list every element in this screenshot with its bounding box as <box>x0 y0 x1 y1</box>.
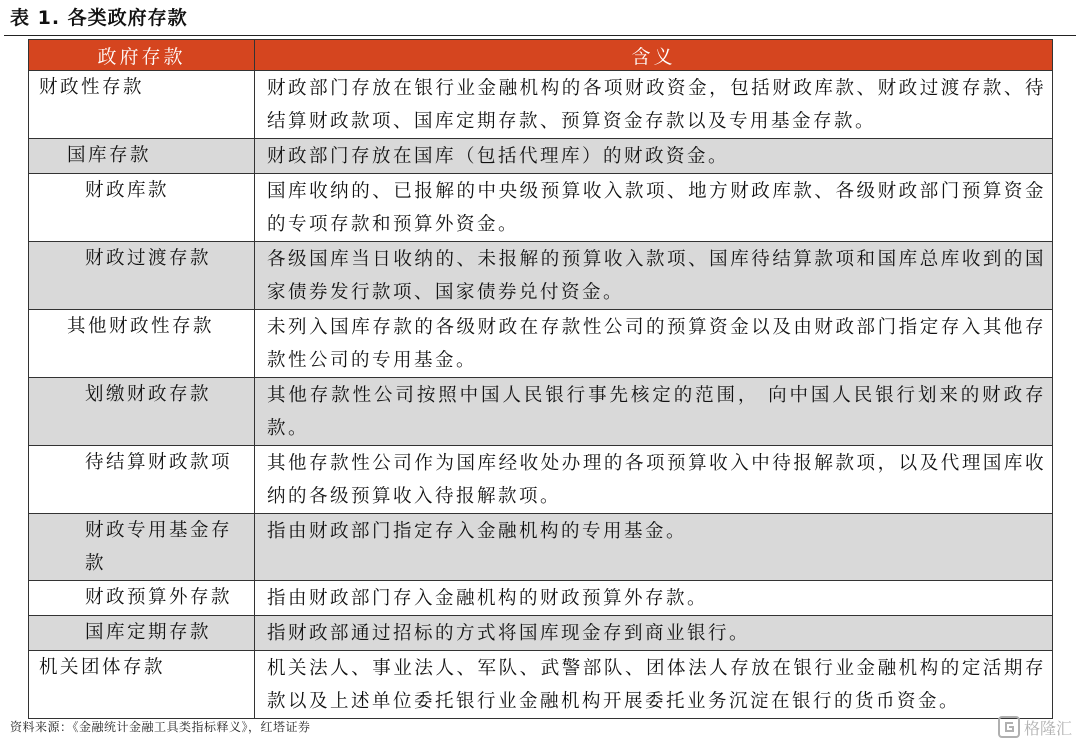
row-desc: 财政部门存放在国库（包括代理库）的财政资金。 <box>255 139 1053 174</box>
table-row <box>29 174 1053 242</box>
table-row <box>29 514 1053 581</box>
row-name: 划缴财政存款 <box>29 378 255 446</box>
table-row <box>29 71 1053 139</box>
watermark <box>998 714 1072 740</box>
row-name: 财政性存款 <box>29 71 255 139</box>
row-desc: 国库收纳的、已报解的中央级预算收入款项、地方财政库款、各级财政部门预算资金的专项存款和预算外资金。 <box>255 174 1053 242</box>
row-desc: 未列入国库存款的各级财政在存款性公司的预算资金以及由财政部门指定存入其他存款性公司的专用基金。 <box>255 310 1053 378</box>
header-deposit-type: 政府存款 <box>29 40 255 71</box>
table-row <box>29 651 1053 719</box>
header-meaning: 含义 <box>255 40 1053 71</box>
row-desc: 各级国库当日收纳的、未报解的预算收入款项、国库待结算款项和国库总库收到的国家债券发行款项、国家债券兑付资金。 <box>255 242 1053 310</box>
table-row <box>29 310 1053 378</box>
watermark-text: 格隆汇 <box>1023 718 1072 738</box>
title-rule <box>4 35 1076 36</box>
logo-g-icon <box>998 716 1020 738</box>
row-name: 财政预算外存款 <box>29 581 255 616</box>
row-desc: 指财政部通过招标的方式将国库现金存到商业银行。 <box>255 616 1053 651</box>
table-row <box>29 378 1053 446</box>
row-desc: 其他存款性公司作为国库经收处办理的各项预算收入中待报解款项，以及代理国库收纳的各级预算收入待报解款项。 <box>255 446 1053 514</box>
row-desc: 其他存款性公司按照中国人民银行事先核定的范围， 向中国人民银行划来的财政存款。 <box>255 378 1053 446</box>
table-title: 表 1. 各类政府存款 <box>10 7 188 29</box>
row-name: 财政过渡存款 <box>29 242 255 310</box>
table-row <box>29 139 1053 174</box>
table-row <box>29 581 1053 616</box>
row-name: 其他财政性存款 <box>29 310 255 378</box>
row-desc: 财政部门存放在银行业金融机构的各项财政资金，包括财政库款、财政过渡存款、待结算财政款项、国库定期存款、预算资金存款以及专用基金存款。 <box>255 71 1053 139</box>
table-row <box>29 242 1053 310</box>
row-desc: 机关法人、事业法人、军队、武警部队、团体法人存放在银行业金融机构的定活期存款以及上述单位委托银行业金融机构开展委托业务沉淀在银行的货币资金。 <box>255 651 1053 719</box>
row-name: 财政专用基金存款 <box>29 514 255 581</box>
row-name: 国库存款 <box>29 139 255 174</box>
row-desc: 指由财政部门指定存入金融机构的专用基金。 <box>255 514 1053 581</box>
row-name: 待结算财政款项 <box>29 446 255 514</box>
source-note: 资料来源：《金融统计金融工具类指标释义》，红塔证券 <box>10 720 311 734</box>
row-name: 财政库款 <box>29 174 255 242</box>
row-name: 机关团体存款 <box>29 651 255 719</box>
table-header-row <box>29 40 1053 71</box>
row-desc: 指由财政部门存入金融机构的财政预算外存款。 <box>255 581 1053 616</box>
government-deposits-table <box>28 39 1053 719</box>
table-row <box>29 446 1053 514</box>
row-name: 国库定期存款 <box>29 616 255 651</box>
table-row <box>29 616 1053 651</box>
